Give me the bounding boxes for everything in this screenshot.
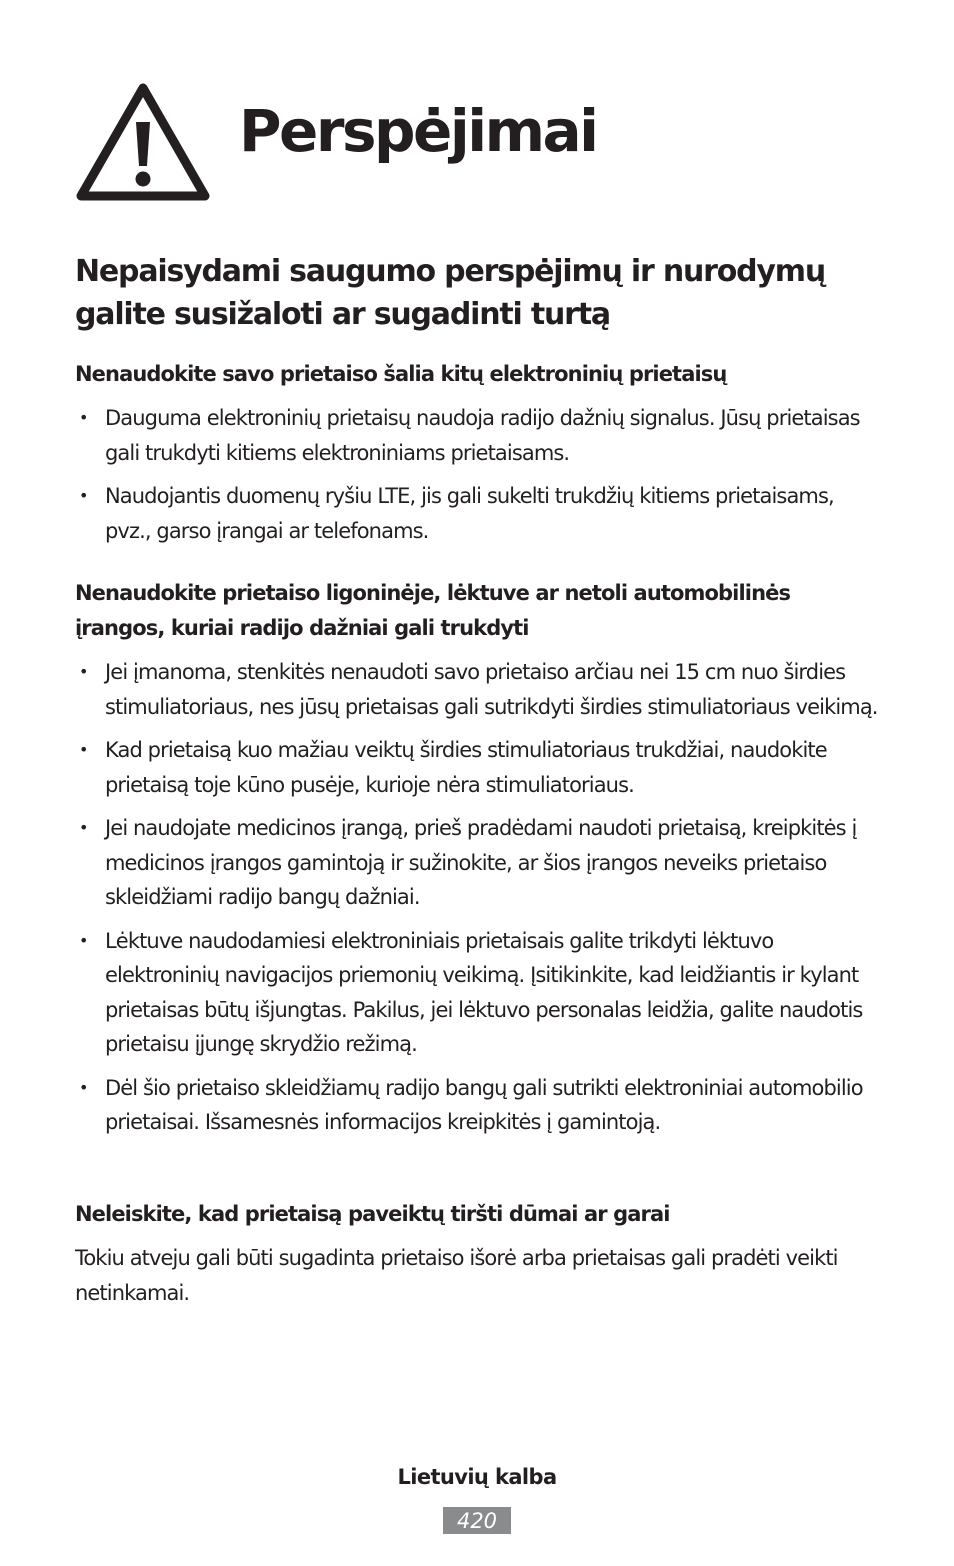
- list-item: [75, 479, 885, 548]
- section-heading: Nenaudokite prietaiso ligoninėje, lėktuve ar netoli automobilinės įrangos, kuriai radijo dažniai gali trukdyti: [75, 581, 791, 640]
- list-item-text: Dauguma elektroninių prietaisų naudoja radijo dažnių signalus. Jūsų prietaisas gali trukdyti kitiems elektroniniams prietaisams.: [105, 406, 860, 465]
- list-item-text: Jei naudojate medicinos įrangą, prieš pradėdami naudoti prietaisą, kreipkitės į medicinos įrangos gamintoją ir sužinokite, ar šios įrangos neveiks prietaiso skleidžiami radijo bangų dažniai.: [105, 816, 857, 909]
- bullet-icon: •: [79, 818, 88, 837]
- warning-triangle-icon: [75, 80, 211, 202]
- bullet-icon: •: [79, 1077, 88, 1097]
- page-number: 420: [443, 1507, 511, 1534]
- section-heading: Neleiskite, kad prietaisą paveiktų tiršti dūmai ar garai: [75, 1202, 670, 1226]
- page-title: Perspėjimai: [239, 97, 597, 165]
- title-row: [75, 80, 885, 205]
- list-item: [75, 733, 885, 802]
- footer-language: Lietuvių kalba: [397, 1465, 557, 1489]
- list-item: [75, 1071, 885, 1140]
- section-hospital-aircraft: [75, 576, 885, 1149]
- safety-subtitle: Nepaisydami saugumo perspėjimų ir nurodymų galite susižaloti ar sugadinti turtą: [75, 254, 825, 332]
- bullet-icon: •: [79, 662, 88, 681]
- list-item: [75, 924, 885, 1062]
- bullet-icon: •: [79, 486, 88, 505]
- section-smoke-vapour: [75, 1197, 885, 1310]
- list-item: [75, 655, 885, 724]
- list-item-text: Jei įmanoma, stenkitės nenaudoti savo prietaiso arčiau nei 15 cm nuo širdies stimuliatoriaus, nes jūsų prietaisas gali sutrikdyti širdies stimuliatoriaus veikimą.: [105, 660, 878, 719]
- section-paragraph: Tokiu atveju gali būti sugadinta prietaiso išorė arba prietaisas gali pradėti veikti netinkamai.: [75, 1246, 838, 1305]
- bullet-list: [75, 401, 885, 548]
- list-item-text: Dėl šio prietaiso skleidžiamų radijo bangų gali sutrikti elektroniniai automobilio prietaisai. Išsamesnės informacijos kreipkitės į gamintoją.: [105, 1075, 863, 1134]
- bullet-list: [75, 655, 885, 1140]
- section-heading: Nenaudokite savo prietaiso šalia kitų elektroninių prietaisų: [75, 362, 727, 386]
- bullet-icon: •: [79, 930, 88, 950]
- list-item: [75, 401, 885, 470]
- list-item-text: Lėktuve naudodamiesi elektroniniais prietaisais galite trikdyti lėktuvo elektroninių navigacijos priemonių veikimą. Įsitikinkite, kad leidžiantis ir kylant prietaisas būtų išjungtas. Pakilus, jei lėktuvo personalas leidžia, galite naudotis prietaisu įjungę skrydžio režimą.: [105, 928, 863, 1056]
- list-item-text: Naudojantis duomenų ryšiu LTE, jis gali sukelti trukdžių kitiems prietaisams, pvz., garso įrangai ar telefonams.: [105, 484, 834, 543]
- bullet-icon: •: [79, 740, 88, 759]
- bullet-icon: •: [79, 408, 88, 427]
- section-electronic-devices: [75, 357, 885, 557]
- list-item-text: Kad prietaisą kuo mažiau veiktų širdies stimuliatoriaus trukdžiai, naudokite prietaisą toje kūno pusėje, kurioje nėra stimuliatoriaus.: [105, 738, 827, 797]
- list-item: [75, 811, 885, 915]
